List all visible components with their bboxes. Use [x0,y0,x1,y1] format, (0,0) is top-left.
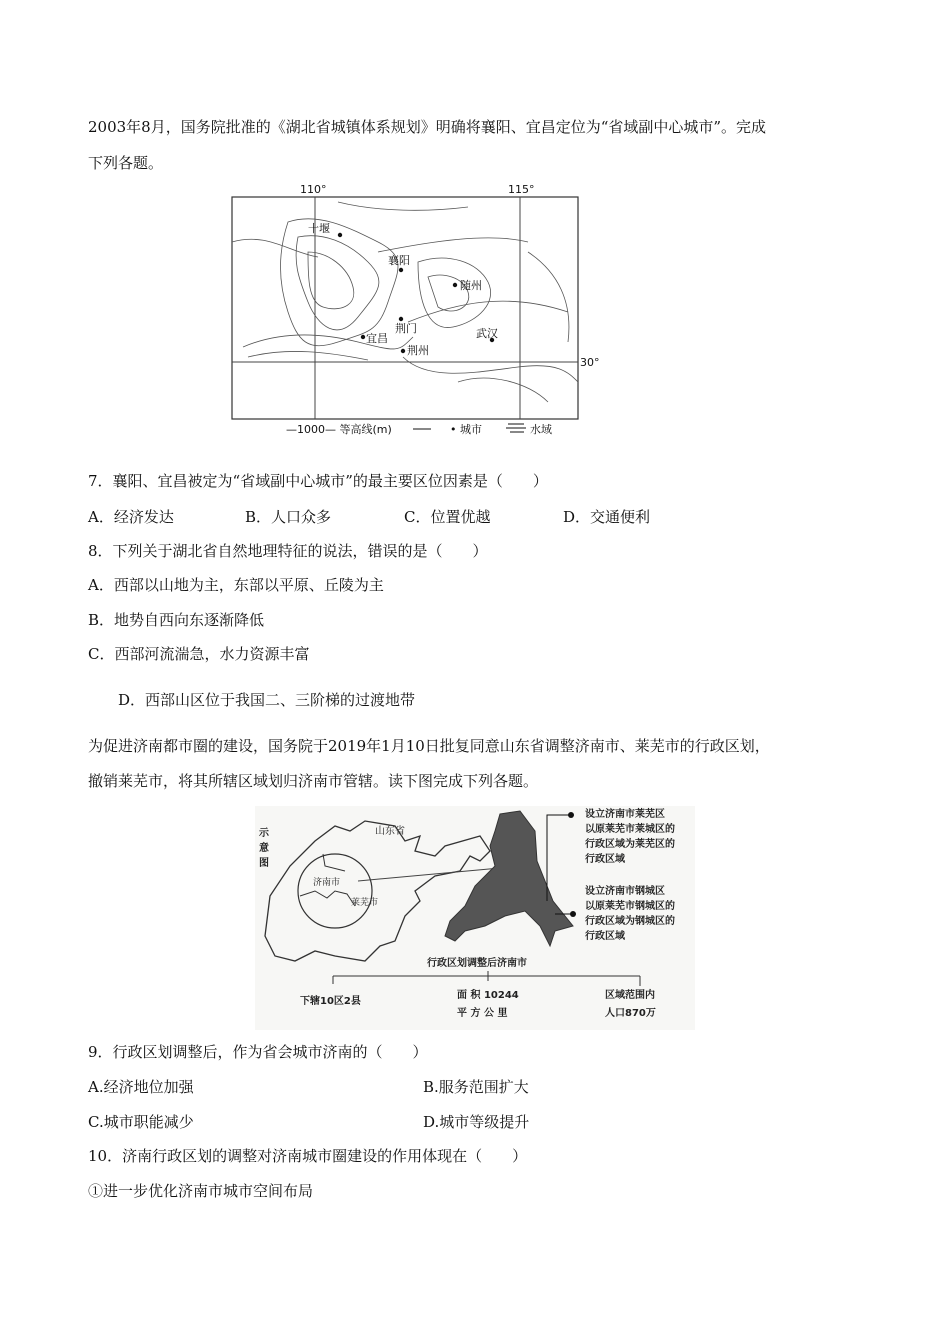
legend-city: • 城市 [450,423,482,436]
city-label: 随州 [460,279,482,292]
jinan-diagram [255,806,695,1030]
note-gangcheng-district [585,884,675,944]
q7-option-d: D．交通便利 [563,508,651,526]
note-line: 行政区域为莱芜区的 [585,839,675,850]
q8-option-b: B．地势自西向东逐渐降低 [88,611,265,629]
q8-stem: 8．下列关于湖北省自然地理特征的说法，错误的是（ ） [88,542,488,560]
q7-option-a: A．经济发达 [88,508,174,526]
note-line: 以原莱芜市钢城区的 [585,901,675,912]
diagram-title: 行政区划调整后济南市 [427,958,527,969]
city-label: 十堰 [308,222,330,235]
item-population-value: 人口870万 [605,1008,656,1019]
province-label: 山东省 [375,826,405,837]
note-line: 设立济南市钢城区 [585,886,665,897]
note-line: 行政区域 [585,931,625,942]
q9-option-d: D.城市等级提升 [423,1113,530,1131]
item-area: 面 积 10244 [457,990,519,1001]
laiwu-label: 莱芜市 [351,898,379,908]
city-label: 武汉 [476,327,498,340]
q10-item: ①进一步优化济南市城市空间布局 [88,1182,314,1200]
q9-option-c: C.城市职能减少 [88,1113,194,1131]
q8-option-a: A．西部以山地为主，东部以平原、丘陵为主 [88,576,384,594]
q9-stem: 9．行政区划调整后，作为省会城市济南的（ ） [88,1043,428,1061]
jinan-label: 济南市 [313,878,341,888]
note-line: 行政区域为钢城区的 [585,916,675,927]
lon-label: 115° [508,183,535,196]
q10-stem: 10．济南行政区划的调整对济南城市圈建设的作用体现在（ ） [88,1147,528,1165]
city-label: 襄阳 [388,254,410,267]
hubei-map-drawing [228,182,608,442]
note-laiwu-district [585,807,675,867]
item-districts: 下辖10区2县 [300,996,361,1007]
q9-option-a: A.经济地位加强 [88,1078,194,1096]
legend-water: 水域 [530,423,552,436]
passage2-line: 为促进济南都市圈的建设，国务院于2019年1月10日批复同意山东省调整济南市、莱芜市的行政区划， [88,737,770,755]
q7-stem: 7．襄阳、宜昌被定为“省域副中心城市”的最主要区位因素是（ ） [88,472,548,490]
lat-label: 30° [580,356,600,369]
side-label: 示意图 [259,828,269,869]
note-line: 行政区域 [585,854,625,865]
city-label: 荆州 [407,344,429,357]
city-label: 荆门 [395,322,417,335]
city-label: 宜昌 [366,332,388,345]
passage1-line: 2003年8月，国务院批准的《湖北省城镇体系规划》明确将襄阳、宜昌定位为“省域副中心城市”。完成 [88,118,767,136]
lon-label: 110° [300,183,327,196]
note-line: 设立济南市莱芜区 [585,809,665,820]
note-line: 以原莱芜市莱城区的 [585,824,675,835]
passage2-line: 撤销莱芜市，将其所辖区域划归济南市管辖。读下图完成下列各题。 [88,772,539,790]
item-area-unit: 平 方 公 里 [457,1008,508,1019]
hubei-map [228,182,608,442]
legend-contour: —1000— 等高线(m) [286,423,392,436]
q9-option-b: B.服务范围扩大 [423,1078,529,1096]
q8-option-c: C．西部河流湍急，水力资源丰富 [88,645,310,663]
passage1-line: 下列各题。 [88,154,164,172]
q7-option-c: C．位置优越 [404,508,491,526]
item-population: 区域范围内 [605,990,655,1001]
q8-option-d: D．西部山区位于我国二、三阶梯的过渡地带 [118,691,416,709]
q7-option-b: B．人口众多 [245,508,332,526]
